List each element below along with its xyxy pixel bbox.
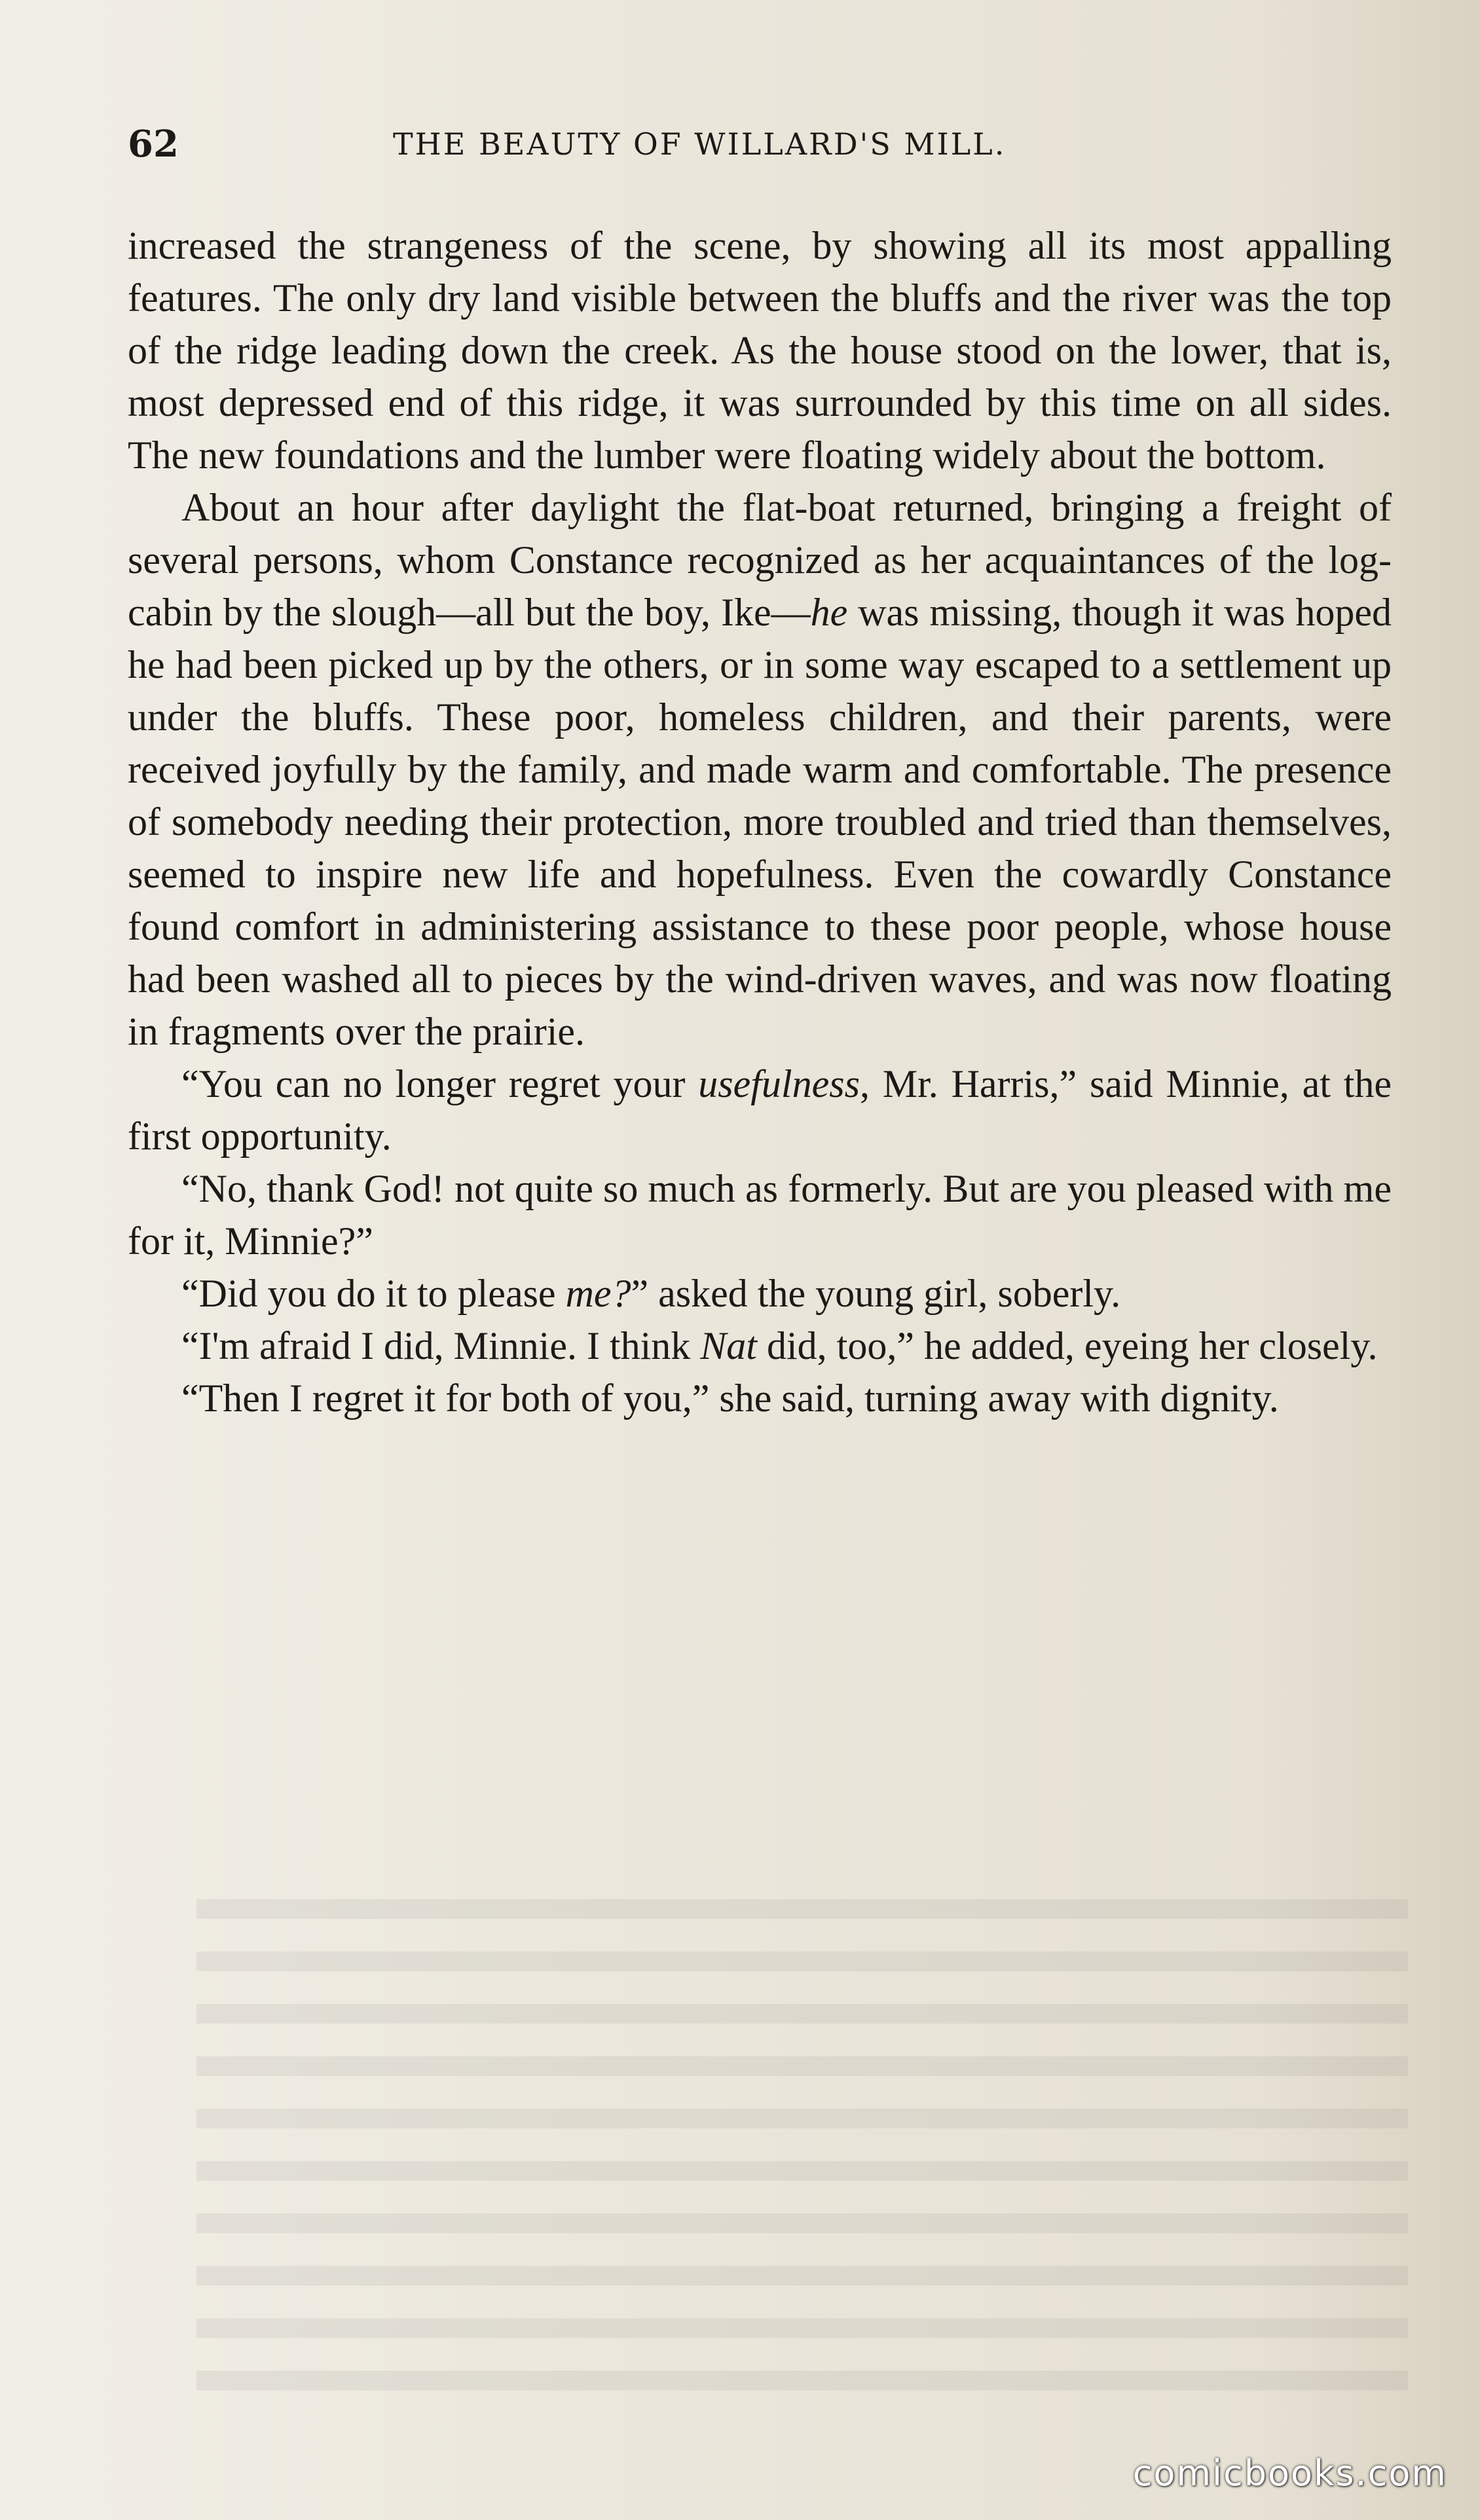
paragraph: “Then I regret it for both of you,” she said, turning away with dignity. [181,1377,1279,1420]
body-text [128,219,1392,1424]
running-head: THE BEAUTY OF WILLARD'S MILL. [393,126,1007,162]
paragraph: “I'm afraid I did, Minnie. I think Nat did, too,” he added, eyeing her closely. [181,1324,1378,1367]
page-header [128,115,1392,174]
italic-text: Nat [700,1324,757,1367]
paragraph: “You can no longer regret your usefulness, Mr. Harris,” said Minnie, at the first opportunity. [128,1062,1392,1158]
paragraph: “No, thank God! not quite so much as formerly. But are you pleased with me for it, Minnie?” [128,1167,1392,1263]
italic-text: usefulness [698,1062,860,1105]
page-number: 62 [128,122,179,166]
italic-text: me? [565,1272,631,1315]
paragraph: “Did you do it to please me?” asked the young girl, soberly. [181,1272,1121,1315]
paragraph: increased the strangeness of the scene, by showing all its most appalling features. The only dry land visible between the bluffs and the river was the top of the ridge leading down the creek. As the house stood on the lower, that is, most depressed end of this ridge, it was surrounded by this time on all sides. The new foundations and the lumber were floating widely about the bottom. [128,224,1392,477]
italic-text: he [810,591,848,634]
paragraph: About an hour after daylight the flat-boat returned, bringing a freight of several persons, whom Constance recognized as her acquaintances of the log-cabin by the slough—all but the boy, Ike—he was missing, though it was hoped he had been picked up by the others, or in some way escaped to a settlement up under the bluffs. These poor, homeless children, and their parents, were received joyfully by the family, and made warm and comfortable. The presence of somebody needing their protection, more troubled and tried than themselves, seemed to inspire new life and hopefulness. Even the cowardly Constance found comfort in administering assistance to these poor people, whose house had been washed all to pieces by the wind-driven waves, and was now floating in fragments over the prairie. [128,486,1392,1053]
bleed-through-texture [196,1899,1408,2423]
watermark-logo: comicbooks.com [1132,2453,1447,2494]
